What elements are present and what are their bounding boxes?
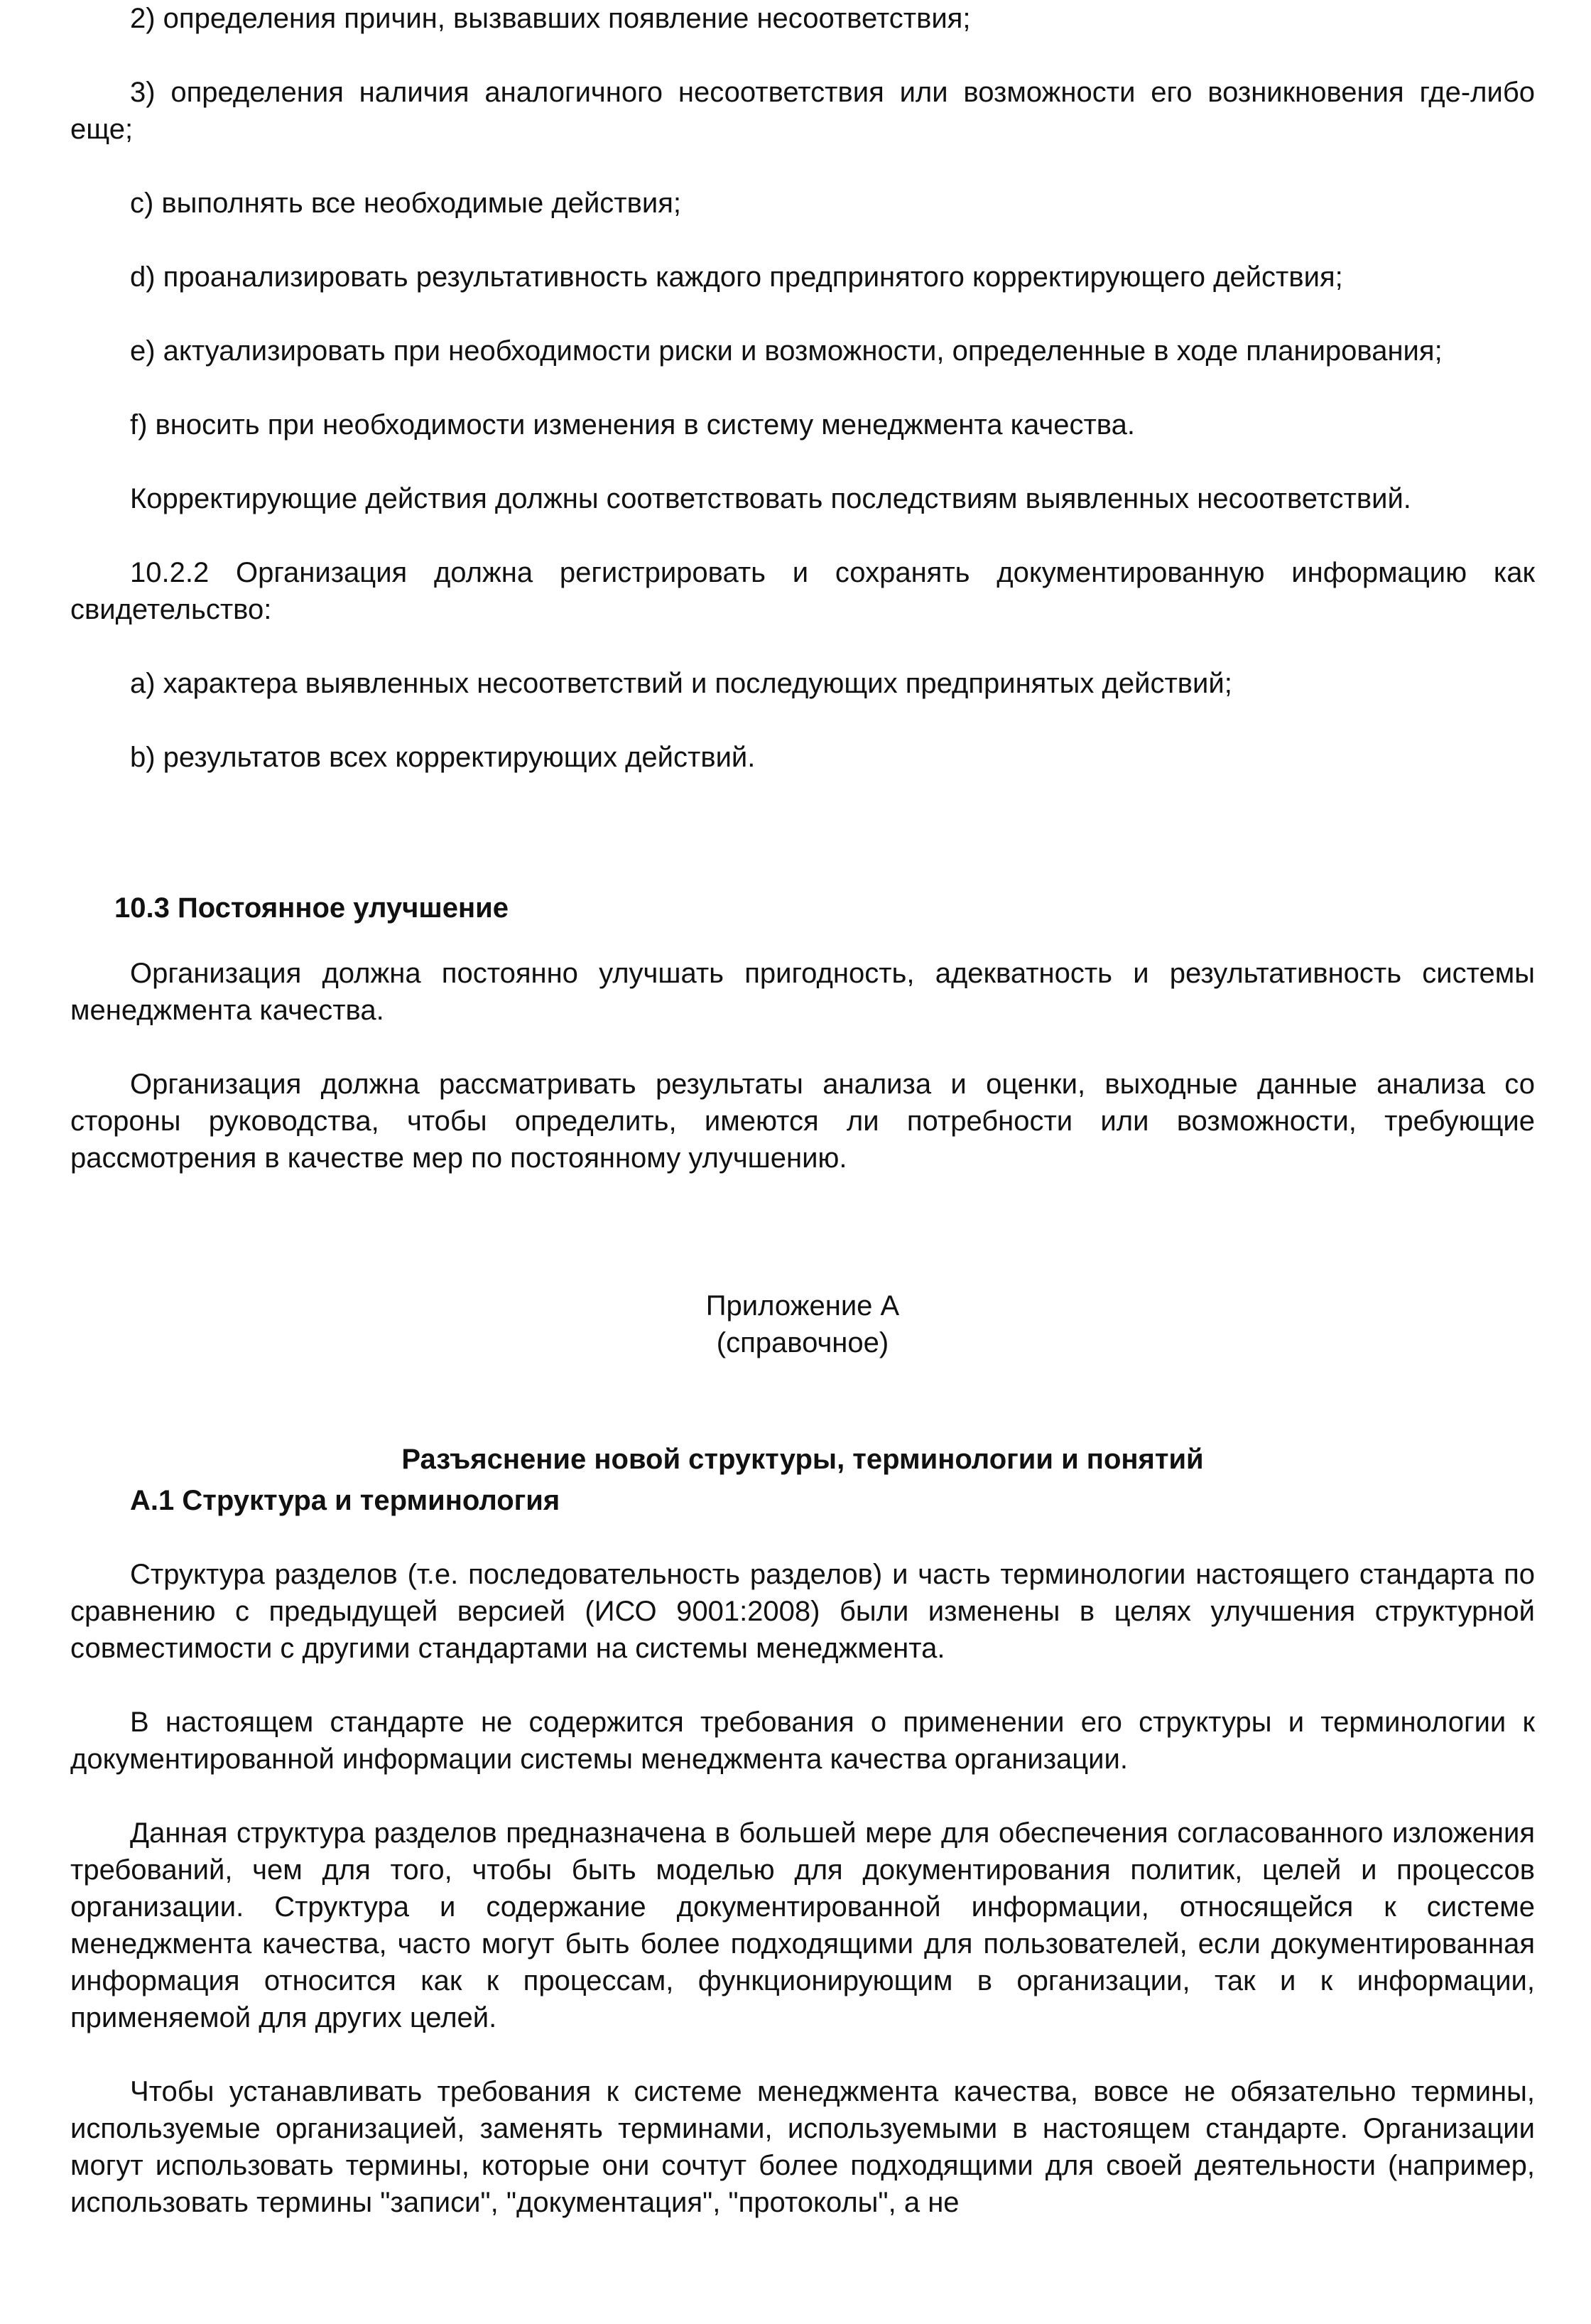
paragraph: Организация должна постоянно улучшать пригодность, адекватность и результативность системы менеджмента качества.: [70, 958, 1535, 1026]
paragraph: Организация должна рассматривать результаты анализа и оценки, выходные данные анализа со стороны руководства, чтобы определить, имеются ли потребности или возможности, требующие рассмотрения в качестве мер по постоянному улучшению.: [70, 1069, 1535, 1174]
appendix-heading: Разъяснение новой структуры, терминологии и понятий: [401, 1444, 1204, 1475]
paragraph: Чтобы устанавливать требования к системе менеджмента качества, вовсе не обязательно термины, используемые организацией, заменять терминами, используемыми в настоящем стандарте. Организации могут использовать термины, которые они сочтут более подходящими для своей деятельности (например, использовать термины "записи", "документация", "протоколы", а не: [70, 2076, 1535, 2218]
section-heading-10-3: 10.3 Постоянное улучшение: [114, 892, 509, 924]
appendix-subtitle: (справочное): [716, 1327, 889, 1358]
list-item: f) вносить при необходимости изменения в систему менеджмента качества.: [130, 409, 1135, 441]
list-item: a) характера выявленных несоответствий и последующих предпринятых действий;: [130, 668, 1232, 699]
appendix-title: Приложение А: [705, 1290, 900, 1322]
paragraph: В настоящем стандарте не содержится требования о применении его структуры и терминологии к документированной информации системы менеджмента качества организации.: [70, 1707, 1535, 1775]
paragraph: Структура разделов (т.е. последовательность разделов) и часть терминологии настоящего стандарта по сравнению с предыдущей версией (ИСО 9001:2008) были изменены в целях улучшения структурной совместимости с другими стандартами на системы менеджмента.: [70, 1559, 1535, 1664]
list-item: 3) определения наличия аналогичного несоответствия или возможности его возникновения где-либо еще;: [70, 77, 1535, 145]
section-heading-a1: А.1 Структура и терминология: [130, 1485, 560, 1516]
list-item: d) проанализировать результативность каждого предпринятого корректирующего действия;: [130, 261, 1343, 293]
document-page: [70, 0, 1535, 2221]
list-item: 2) определения причин, вызвавших появление несоответствия;: [130, 3, 971, 34]
paragraph: Корректирующие действия должны соответствовать последствиям выявленных несоответствий.: [130, 483, 1411, 514]
paragraph: Данная структура разделов предназначена в большей мере для обеспечения согласованного изложения требований, чем для того, чтобы быть моделью для документирования политик, целей и процессов организации. Структура и содержание документированной информации, относящейся к системе менеджмента качества, часто могут быть более подходящими для пользователей, если документированная информация относится как к процессам, функционирующим в организации, так и к информации, применяемой для других целей.: [70, 1817, 1535, 2033]
list-item: c) выполнять все необходимые действия;: [130, 188, 681, 219]
clause-10-2-2: 10.2.2 Организация должна регистрировать и сохранять документированную информацию как свидетельство:: [70, 557, 1535, 625]
list-item: b) результатов всех корректирующих действий.: [130, 742, 756, 773]
list-item: e) актуализировать при необходимости риски и возможности, определенные в ходе планирования;: [130, 335, 1443, 367]
